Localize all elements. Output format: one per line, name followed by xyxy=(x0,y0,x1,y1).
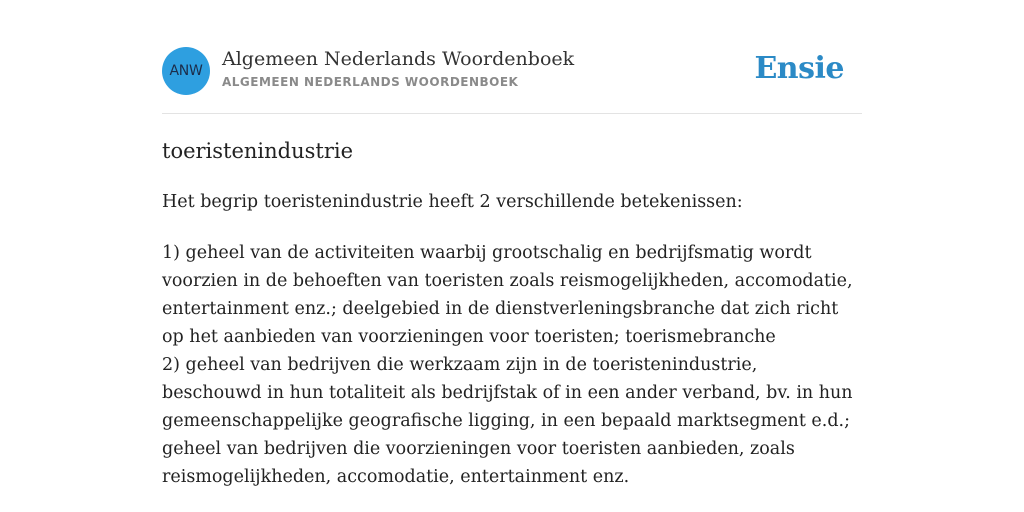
anw-logo[interactable] xyxy=(162,47,210,95)
entry-term: toeristenindustrie xyxy=(162,139,354,163)
entry-intro: Het begrip toeristenindustrie heeft 2 verschillende betekenissen: xyxy=(162,192,743,212)
ensie-logo[interactable]: Ensie xyxy=(754,51,844,86)
logo-text: ANW xyxy=(169,63,203,79)
source-subtitle: ALGEMEEN NEDERLANDS WOORDENBOEK xyxy=(222,75,519,89)
page xyxy=(162,0,862,512)
definition-2: 2) geheel van bedrijven die werkzaam zijn in de toeristenindustrie, beschouwd in hun totaliteit als bedrijfstak of in een ander verband, bv. in hun gemeenschappelijke geografische ligging, in een bepaald marktsegment e.d.; geheel van bedrijven die voorzieningen voor toeristen aanbieden, zoals reismogelijkheden, accomodatie, entertainment enz. xyxy=(162,355,853,487)
header-divider xyxy=(162,113,862,114)
header xyxy=(162,47,862,97)
definition-1: 1) geheel van de activiteiten waarbij grootschalig en bedrijfsmatig wordt voorzien in de behoeften van toeristen zoals reismogelijkheden, accomodatie, entertainment enz.; deelgebied in de dienstverleningsbranche dat zich richt op het aanbieden van voorzieningen voor toeristen; toerismebranche xyxy=(162,243,853,347)
definitions-list xyxy=(162,239,862,491)
source-title[interactable]: Algemeen Nederlands Woordenboek xyxy=(222,48,575,70)
